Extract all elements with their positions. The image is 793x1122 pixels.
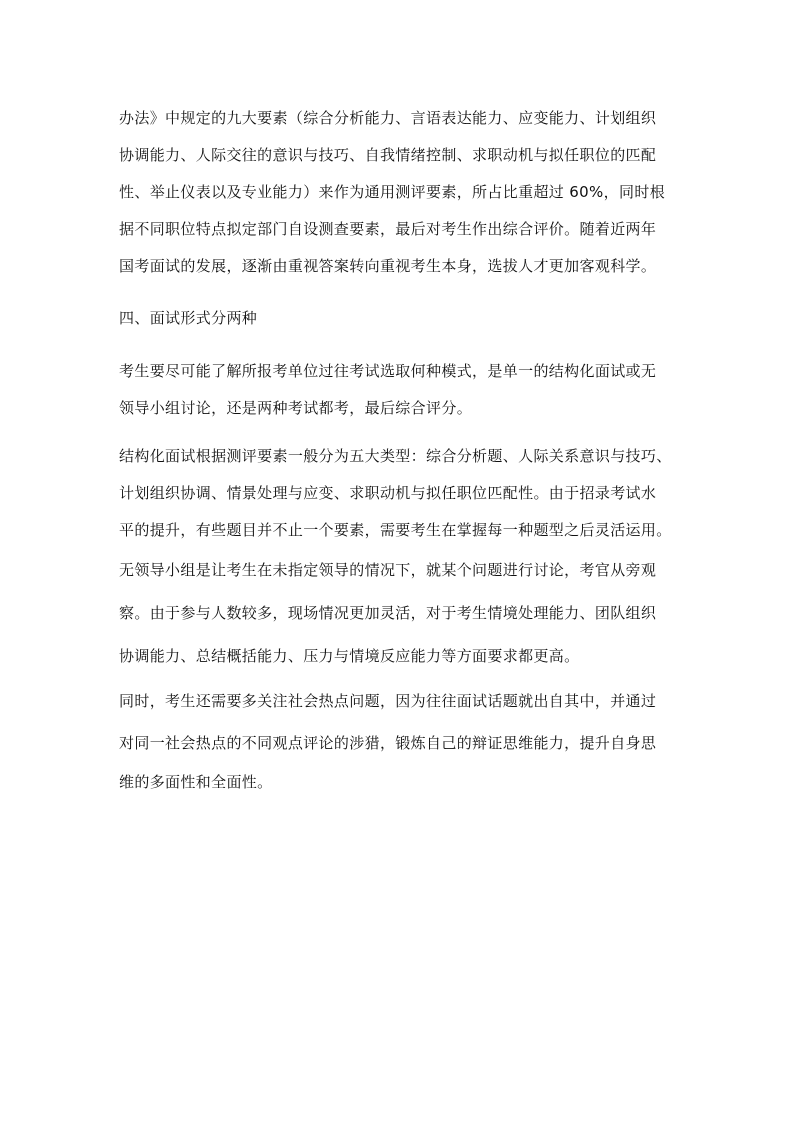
text-line: 办法》中规定的九大要素（综合分析能力、言语表达能力、应变能力、计划组织 — [119, 109, 657, 127]
text-line: 协调能力、人际交往的意识与技巧、自我情绪控制、求职动机与拟任职位的匹配 — [119, 146, 657, 164]
text-line: 协调能力、总结概括能力、压力与情境反应能力等方面要求都更高。 — [119, 647, 580, 665]
text-line: 维的多面性和全面性。 — [119, 773, 273, 791]
text-line: 领导小组讨论，还是两种考试都考，最后综合评分。 — [119, 399, 473, 417]
text-line: 计划组织协调、情景处理与应变、求职动机与拟任职位匹配性。由于招录考试水 — [119, 484, 657, 502]
text-line: 据不同职位特点拟定部门自设测查要素，最后对考生作出综合评价。随着近两年 — [119, 220, 657, 238]
text-line: 察。由于参与人数较多，现场情况更加灵活，对于考生情境处理能力、团队组织 — [119, 604, 657, 622]
text-line: 同时，考生还需要多关注社会热点问题，因为往往面试话题就出自其中，并通过 — [119, 692, 657, 710]
text-line: 考生要尽可能了解所报考单位过往考试选取何种模式，是单一的结构化面试或无 — [119, 362, 657, 380]
section-heading: 四、面试形式分两种 — [119, 309, 258, 327]
text-line: 结构化面试根据测评要素一般分为五大类型：综合分析题、人际关系意识与技巧、 — [119, 447, 672, 465]
text-line: 国考面试的发展，逐渐由重视答案转向重视考生本身，选拔人才更加客观科学。 — [119, 257, 657, 275]
text-line: 对同一社会热点的不同观点评论的涉猎，锻炼自己的辩证思维能力，提升自身思 — [119, 734, 657, 752]
text-line: 无领导小组是让考生在未指定领导的情况下，就某个问题进行讨论，考官从旁观 — [119, 561, 657, 579]
text-line: 性、举止仪表以及专业能力）来作为通用测评要素，所占比重超过 60%，同时根 — [119, 183, 666, 201]
text-line: 平的提升，有些题目并不止一个要素，需要考生在掌握每一种题型之后灵活运用。 — [119, 521, 672, 539]
